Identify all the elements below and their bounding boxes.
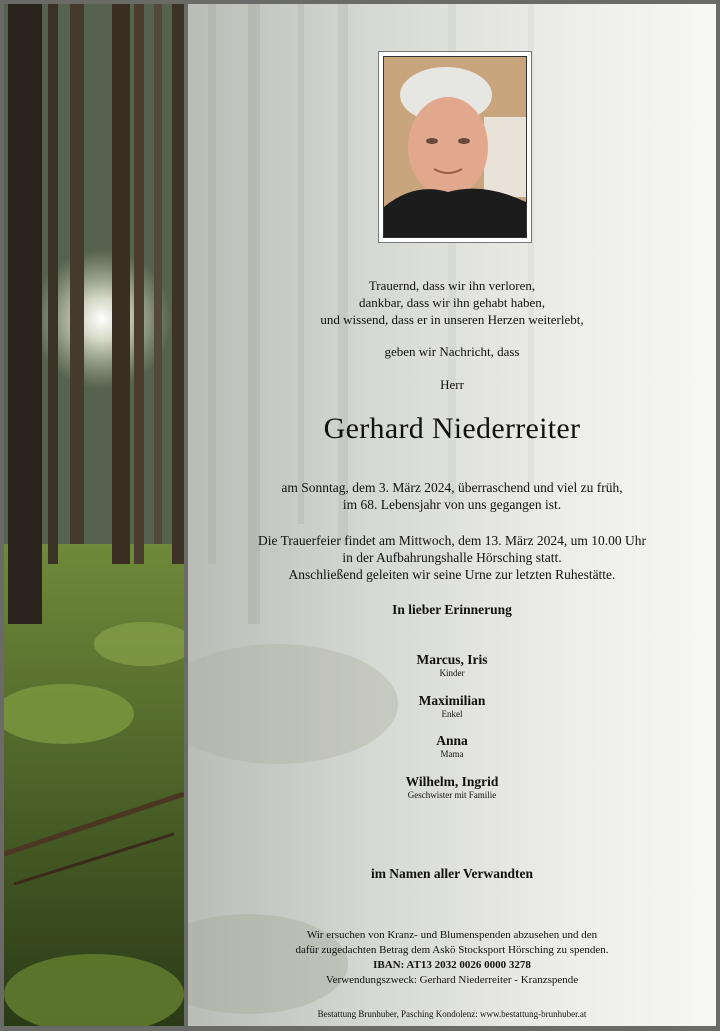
mourner-relation: Enkel	[441, 709, 463, 719]
memory-heading: In lieber Erinnerung	[392, 602, 512, 617]
obituary-text	[188, 4, 716, 1026]
intro-line: geben wir Nachricht, dass	[384, 344, 520, 359]
forest-image	[4, 4, 184, 1026]
mourner-names: Maximilian	[418, 693, 486, 708]
mourner-relation: Geschwister mit Familie	[407, 790, 497, 800]
ceremony-line-1: Die Trauerfeier findet am Mittwoch, dem 13. März 2024, um 10.00 Uhr	[257, 533, 647, 548]
deceased-name: Gerhard Niederreiter	[323, 412, 581, 445]
poem-line-3: und wissend, dass er in unseren Herzen weiterlebt,	[320, 312, 584, 327]
poem-line-2: dankbar, dass wir ihn gehabt haben,	[358, 295, 546, 310]
main-panel	[188, 4, 716, 1026]
donation-purpose: Verwendungszweck: Gerhard Niederreiter - Kranzspende	[325, 974, 579, 986]
forest-illustration	[4, 4, 184, 1026]
portrait-frame	[378, 51, 532, 243]
mourner-relation: Mama	[440, 749, 464, 759]
iban: IBAN: AT13 2032 0026 0000 3278	[373, 959, 531, 971]
footer-credits: Bestattung Brunhuber, Pasching Kondolenz: www.bestattung-brunhuber.at	[317, 1009, 587, 1019]
poem-line-1: Trauernd, dass wir ihn verloren,	[368, 278, 536, 293]
ceremony-line-3: Anschließend geleiten wir seine Urne zur letzten Ruhestätte.	[288, 567, 616, 582]
mourner-names: Anna	[436, 733, 468, 748]
mourner-names: Marcus, Iris	[416, 652, 488, 667]
donation-line-2: dafür zugedachten Betrag dem Askö Stocksport Hörsching zu spenden.	[295, 944, 609, 956]
mourner-names: Wilhelm, Ingrid	[405, 774, 499, 789]
mourner-relation: Kinder	[439, 668, 465, 678]
death-notice-line-2: im 68. Lebensjahr von uns gegangen ist.	[342, 497, 562, 512]
donation-line-1: Wir ersuchen von Kranz- und Blumenspenden abzusehen und den	[306, 929, 598, 941]
death-notice-line-1: am Sonntag, dem 3. März 2024, überraschend und viel zu früh,	[281, 480, 623, 495]
relatives-line: im Namen aller Verwandten	[370, 866, 534, 881]
ceremony-line-2: in der Aufbahrungshalle Hörsching statt.	[342, 550, 562, 565]
portrait-photo	[383, 56, 527, 238]
salutation: Herr	[440, 377, 464, 392]
